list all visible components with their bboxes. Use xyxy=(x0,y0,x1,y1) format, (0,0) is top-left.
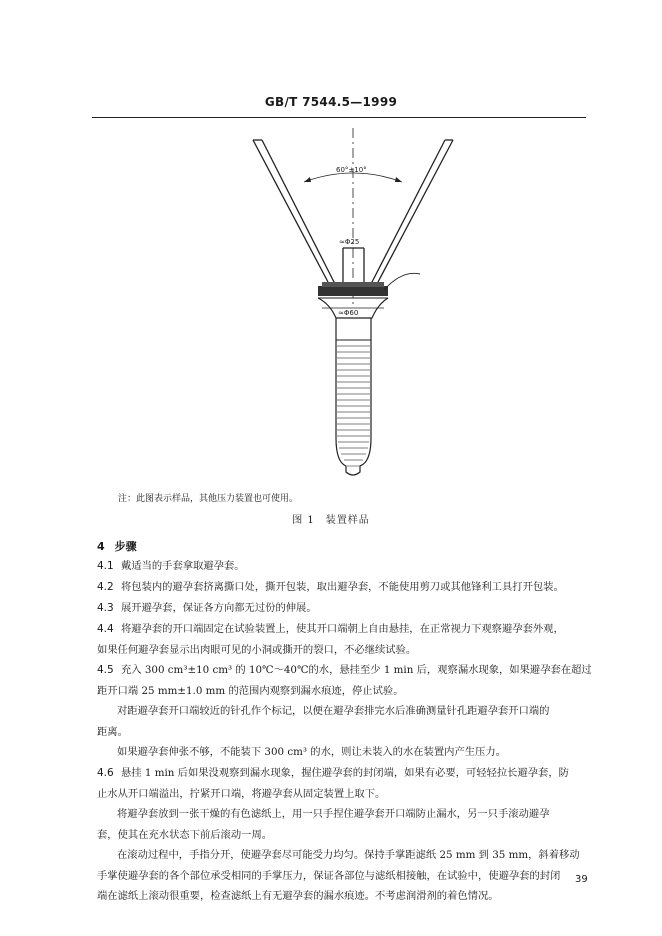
step-number: 4.2 xyxy=(97,581,114,593)
step-4-5 xyxy=(97,660,590,701)
section-number: 4 xyxy=(97,540,105,553)
step-number: 4.3 xyxy=(97,602,114,614)
base-diameter-label: ≈Φ60 xyxy=(338,309,359,317)
apparatus-drawing xyxy=(0,120,662,495)
header-divider xyxy=(92,117,586,118)
step-4-3 xyxy=(97,598,590,619)
standard-code: GB/T 7544.5—1999 xyxy=(264,95,398,109)
paragraph-text-cont: 距离。 xyxy=(97,725,128,738)
step-number: 4.1 xyxy=(97,560,114,572)
paragraph-insufficient-stretch xyxy=(97,742,590,763)
step-text: 展开避孕套，保证各方向都无过份的伸展。 xyxy=(121,602,317,614)
paragraph-text: 如果避孕套伸张不够，不能装下 300 cm³ 的水，则让未装入的水在装置内产生压力。 xyxy=(117,746,506,758)
step-text: 戴适当的手套拿取避孕套。 xyxy=(121,560,245,572)
step-text: 将包装内的避孕套挤离撕口处，撕开包装，取出避孕套，不能使用剪刀或其他锋利工具打开包装。 xyxy=(121,581,564,593)
paragraph-text-cont: 套，使其在充水状态下前后滚动一周。 xyxy=(97,828,273,841)
page-number: 39 xyxy=(575,874,588,885)
section-heading xyxy=(97,538,137,554)
paragraph-rolling xyxy=(97,804,590,845)
step-number: 4.4 xyxy=(97,623,114,635)
paragraph-rolling-process xyxy=(97,845,590,907)
collar xyxy=(318,282,388,298)
paragraph-text-cont: 端在滤纸上滚动很重要，检查滤纸上有无避孕套的漏水痕迹。不考虑润滑剂的着色情况。 xyxy=(97,890,499,902)
step-4-1 xyxy=(97,556,590,577)
step-number: 4.6 xyxy=(97,767,114,779)
water-fill xyxy=(336,340,371,466)
step-text-cont: 止水从开口端溢出，拧紧开口端，将避孕套从固定装置上取下。 xyxy=(97,787,386,800)
leader-line xyxy=(384,273,420,290)
figure-note: 注：此图表示样品，其他压力装置也可使用。 xyxy=(118,494,299,504)
paragraph-mark-pinhole xyxy=(97,701,590,742)
step-text: 将避孕套的开口端固定在试验装置上，使其开口端朝上自由悬挂，在正常视力下观察避孕套外观， xyxy=(121,623,564,635)
step-4-2 xyxy=(97,577,590,598)
apparatus-figure xyxy=(0,120,662,495)
step-text-cont: 距开口端 25 mm±1.0 mm 的范围内观察到漏水痕迹，停止试验。 xyxy=(97,684,404,697)
angle-label: 60°±10° xyxy=(336,166,367,174)
step-4-6 xyxy=(97,763,590,804)
step-text: 悬挂 1 min 后如果没观察到漏水现象，握住避孕套的封闭端，如果有必要，可轻轻拉长避孕套，防 xyxy=(121,767,569,779)
step-4-4 xyxy=(97,619,590,660)
step-text-cont: 如果任何避孕套显示出肉眼可见的小洞或撕开的裂口，不必继续试验。 xyxy=(97,643,417,656)
step-number: 4.5 xyxy=(97,664,114,676)
paragraph-text: 将避孕套放到一张干燥的有色滤纸上，用一只手捏住避孕套开口端防止漏水，另一只手滚动避孕 xyxy=(117,808,550,820)
neck-diameter-label: ≈Φ25 xyxy=(339,238,360,246)
paragraph-text: 在滚动过程中，手指分开，使避孕套尽可能受力均匀。保持手掌距滤纸 25 mm 到 35 mm，斜着移动 xyxy=(117,849,580,861)
condom-body xyxy=(336,318,371,475)
paragraph-text: 对距避孕套开口端较近的针孔作个标记，以便在避孕套排完水后准确测量针孔距避孕套开口端的 xyxy=(117,705,550,717)
section-title: 步骤 xyxy=(114,540,137,553)
step-text: 充入 300 cm³±10 cm³ 的 10℃～40℃的水，悬挂至少 1 min 后，观察漏水现象，如果避孕套在超过 xyxy=(121,664,592,676)
figure-caption: 图 1 装置样品 xyxy=(292,515,370,526)
paragraph-text-cont: 手掌使避孕套的各个部位承受相同的手掌压力，保证各部位与滤纸相接触，在试验中，使避孕套的封闭 xyxy=(97,869,561,882)
